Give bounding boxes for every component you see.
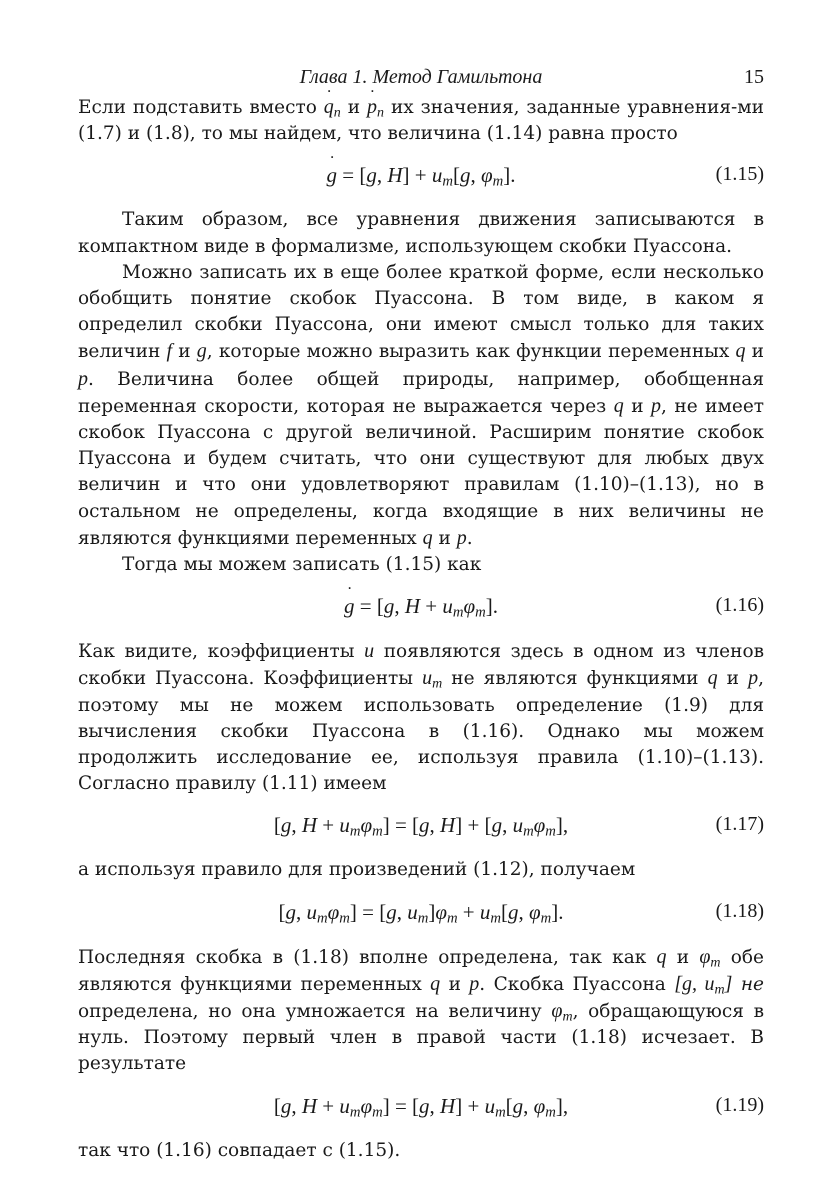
paragraph: Последняя скобка в (1.18) вполне определена, так как q и $\varphi_m$ обе являются функциями переменных q и p. Скобка Пуассона [g, $u_m$] не определена, но она умножается на величину $\varphi_m$, обращающуюся в нуль. Поэтому первый член в правой части (1.18) исчезает. В результате	[78, 945, 764, 1075]
equation	[78, 590, 764, 626]
equation	[78, 896, 764, 932]
equation-number: (1.16)	[715, 594, 764, 617]
equation-number: (1.15)	[715, 163, 764, 186]
equation-formula: [g, $H + u_m\varphi_m] = [g$, H] + [g, $u_m\varphi_m$],	[273, 813, 569, 841]
paragraph: Как видите, коэффициенты u появляются здесь в одном из членов скобки Пуассона. Коэффициенты $u_m$ не являются функциями q и p, поэтому мы не можем использовать определение (1.9) для вычисления скобки Пуассона в (1.16). Однако мы можем продолжить исследование ее, используя правила (1.10)–(1.13). Согласно правилу (1.11) имеем	[78, 640, 764, 795]
running-title: Глава 1. Метод Гамильтона	[299, 66, 543, 88]
equation	[78, 1090, 764, 1126]
equation-number: (1.17)	[715, 813, 764, 836]
equation-formula: [g, $u_m\varphi_m] = [g$, $u_m]\varphi_m + u_m[g$, $\varphi_m$].	[278, 899, 564, 927]
math-symbol: q $˙_n$	[324, 96, 341, 118]
math-symbol: p $˙_n$	[367, 96, 384, 118]
paragraph: Можно записать их в еще более краткой форме, если несколько обобщить понятие скобок Пуассона. В том виде, в каком я определил скобки Пуассона, они имеют смысл только для таких величин f и g, которые можно выразить как функции переменных q и p. Величина более общей природы, например, обобщенная переменная скорости, которая не выражается через q и p, не имеет скобок Пуассона с другой величиной. Расширим понятие скобок Пуассона и будем считать, что они существуют для любых двух величин и что они удовлетворяют правилам (1.10)–(1.13), но в остальном не определены, когда входящие в них величины не являются функциями переменных q и p.	[78, 261, 765, 549]
page-number: 15	[744, 66, 764, 88]
equation-formula: g ˙ = [g, $H] + u_m[g$, $\varphi_m$].	[78, 163, 764, 188]
text-run: и	[340, 97, 368, 118]
equation-formula: [g, $H + u_m\varphi_m] = [g$, $H] + u_m[g$, $\varphi_m$],	[273, 1093, 569, 1121]
equation	[78, 809, 764, 845]
book-page	[78, 60, 764, 1164]
paragraph: Тогда мы можем записать (1.15) как	[122, 554, 482, 576]
equation	[78, 159, 764, 195]
paragraph: а используя правило для произведений (1.12), получаем	[78, 859, 636, 881]
equation-number: (1.18)	[715, 899, 764, 922]
page-header	[78, 60, 764, 94]
paragraph	[78, 94, 764, 147]
paragraph: Таким образом, все уравнения движения записываются в компактном виде в формализме, использующем скобки Пуассона.	[78, 209, 764, 257]
text-run: их значения, заданные уравнения-ми (1.7) и (1.8), то мы найдем, что величина (1.14) равна просто	[78, 97, 764, 145]
text-run: Если подставить вместо	[78, 97, 324, 118]
equation-formula: g ˙ = [g, $H + u_m\varphi_m$].	[78, 594, 764, 619]
equation-number: (1.19)	[715, 1093, 764, 1116]
paragraph: так что (1.16) совпадает с (1.15).	[78, 1139, 401, 1161]
